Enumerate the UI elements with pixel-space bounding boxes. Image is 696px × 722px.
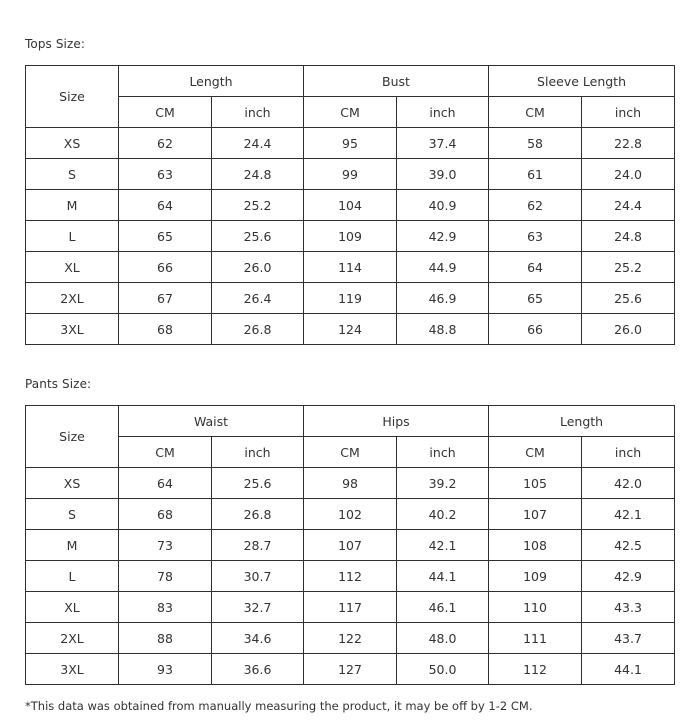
table-row: [26, 623, 675, 654]
measurement-cell: 22.8: [582, 128, 675, 159]
group-header-sleeve-length: Sleeve Length: [489, 66, 675, 97]
measurement-cell: 42.1: [582, 499, 675, 530]
unit-header: inch: [582, 437, 675, 468]
measurement-cell: 36.6: [212, 654, 304, 685]
measurement-cell: 62: [119, 128, 212, 159]
measurement-cell: 43.3: [582, 592, 675, 623]
measurement-cell: 24.8: [212, 159, 304, 190]
size-label-cell: S: [26, 159, 119, 190]
tops-table-body: [26, 66, 675, 345]
measurement-cell: 119: [304, 283, 397, 314]
measurement-cell: 26.4: [212, 283, 304, 314]
measurement-cell: 93: [119, 654, 212, 685]
pants-size-title: Pants Size:: [25, 377, 92, 391]
group-header-length: Length: [489, 406, 675, 437]
measurement-cell: 42.9: [397, 221, 489, 252]
measurement-cell: 67: [119, 283, 212, 314]
measurement-cell: 24.0: [582, 159, 675, 190]
measurement-cell: 30.7: [212, 561, 304, 592]
measurement-cell: 39.2: [397, 468, 489, 499]
measurement-cell: 24.4: [212, 128, 304, 159]
measurement-cell: 43.7: [582, 623, 675, 654]
measurement-cell: 34.6: [212, 623, 304, 654]
measurement-cell: 114: [304, 252, 397, 283]
measurement-cell: 50.0: [397, 654, 489, 685]
measurement-cell: 26.8: [212, 499, 304, 530]
measurement-cell: 64: [489, 252, 582, 283]
size-label-cell: XS: [26, 468, 119, 499]
measurement-cell: 46.9: [397, 283, 489, 314]
pants-size-table: [25, 405, 675, 685]
measurement-cell: 64: [119, 190, 212, 221]
group-header-bust: Bust: [304, 66, 489, 97]
measurement-cell: 66: [119, 252, 212, 283]
measurement-cell: 42.9: [582, 561, 675, 592]
size-label-cell: 2XL: [26, 283, 119, 314]
measurement-cell: 25.6: [582, 283, 675, 314]
table-row: [26, 128, 675, 159]
size-label-cell: 3XL: [26, 314, 119, 345]
table-row: [26, 283, 675, 314]
measurement-cell: 62: [489, 190, 582, 221]
measurement-cell: 61: [489, 159, 582, 190]
measurement-cell: 99: [304, 159, 397, 190]
table-row: [26, 592, 675, 623]
measurement-cell: 42.0: [582, 468, 675, 499]
measurement-cell: 112: [304, 561, 397, 592]
measurement-cell: 24.8: [582, 221, 675, 252]
measurement-cell: 124: [304, 314, 397, 345]
measurement-cell: 28.7: [212, 530, 304, 561]
unit-header: CM: [489, 97, 582, 128]
table-row: [26, 654, 675, 685]
measurement-cell: 107: [304, 530, 397, 561]
measurement-cell: 44.1: [582, 654, 675, 685]
measurement-cell: 110: [489, 592, 582, 623]
measurement-cell: 42.1: [397, 530, 489, 561]
measurement-cell: 83: [119, 592, 212, 623]
measurement-cell: 73: [119, 530, 212, 561]
size-label-cell: L: [26, 221, 119, 252]
measurement-cell: 109: [489, 561, 582, 592]
measurement-cell: 104: [304, 190, 397, 221]
measurement-cell: 63: [489, 221, 582, 252]
measurement-cell: 40.9: [397, 190, 489, 221]
size-label-cell: M: [26, 190, 119, 221]
table-row: [26, 499, 675, 530]
size-label-cell: M: [26, 530, 119, 561]
measurement-cell: 40.2: [397, 499, 489, 530]
measurement-cell: 39.0: [397, 159, 489, 190]
measurement-cell: 37.4: [397, 128, 489, 159]
group-header-hips: Hips: [304, 406, 489, 437]
pants-unit-row: [26, 437, 675, 468]
unit-header: inch: [212, 437, 304, 468]
tops-size-table: [25, 65, 675, 345]
measurement-cell: 65: [119, 221, 212, 252]
size-label-cell: XL: [26, 592, 119, 623]
measurement-cell: 25.2: [212, 190, 304, 221]
measurement-cell: 78: [119, 561, 212, 592]
measurement-cell: 107: [489, 499, 582, 530]
table-row: [26, 468, 675, 499]
unit-header: CM: [119, 97, 212, 128]
table-row: [26, 561, 675, 592]
measurement-cell: 65: [489, 283, 582, 314]
measurement-cell: 109: [304, 221, 397, 252]
pants-header-row: [26, 406, 675, 437]
table-row: [26, 159, 675, 190]
size-label-cell: 2XL: [26, 623, 119, 654]
tops-unit-row: [26, 97, 675, 128]
measurement-cell: 26.0: [582, 314, 675, 345]
measurement-cell: 48.0: [397, 623, 489, 654]
unit-header: CM: [119, 437, 212, 468]
measurement-cell: 58: [489, 128, 582, 159]
unit-header: CM: [489, 437, 582, 468]
table-row: [26, 190, 675, 221]
measurement-cell: 26.8: [212, 314, 304, 345]
measurement-cell: 25.2: [582, 252, 675, 283]
size-label-cell: 3XL: [26, 654, 119, 685]
unit-header: inch: [397, 437, 489, 468]
measurement-cell: 64: [119, 468, 212, 499]
measurement-cell: 42.5: [582, 530, 675, 561]
measurement-cell: 25.6: [212, 221, 304, 252]
table-row: [26, 252, 675, 283]
measurement-cell: 32.7: [212, 592, 304, 623]
unit-header: CM: [304, 437, 397, 468]
measurement-cell: 112: [489, 654, 582, 685]
measurement-cell: 88: [119, 623, 212, 654]
measurement-cell: 102: [304, 499, 397, 530]
unit-header: inch: [212, 97, 304, 128]
pants-table-body: [26, 406, 675, 685]
size-label-cell: L: [26, 561, 119, 592]
measurement-cell: 24.4: [582, 190, 675, 221]
size-label-cell: XS: [26, 128, 119, 159]
measurement-cell: 44.1: [397, 561, 489, 592]
measurement-cell: 111: [489, 623, 582, 654]
measurement-cell: 95: [304, 128, 397, 159]
measurement-cell: 127: [304, 654, 397, 685]
measurement-cell: 25.6: [212, 468, 304, 499]
unit-header: inch: [582, 97, 675, 128]
measurement-cell: 117: [304, 592, 397, 623]
size-column-header: Size: [26, 406, 119, 468]
measurement-cell: 68: [119, 499, 212, 530]
unit-header: CM: [304, 97, 397, 128]
measurement-cell: 26.0: [212, 252, 304, 283]
measurement-cell: 63: [119, 159, 212, 190]
measurement-cell: 98: [304, 468, 397, 499]
measurement-cell: 122: [304, 623, 397, 654]
measurement-cell: 48.8: [397, 314, 489, 345]
measurement-cell: 46.1: [397, 592, 489, 623]
tops-size-title: Tops Size:: [25, 37, 85, 51]
measurement-cell: 68: [119, 314, 212, 345]
size-label-cell: XL: [26, 252, 119, 283]
measurement-cell: 44.9: [397, 252, 489, 283]
size-column-header: Size: [26, 66, 119, 128]
size-label-cell: S: [26, 499, 119, 530]
group-header-waist: Waist: [119, 406, 304, 437]
table-row: [26, 530, 675, 561]
measurement-cell: 66: [489, 314, 582, 345]
table-row: [26, 314, 675, 345]
measurement-cell: 108: [489, 530, 582, 561]
measurement-cell: 105: [489, 468, 582, 499]
unit-header: inch: [397, 97, 489, 128]
measurement-footnote: *This data was obtained from manually measuring the product, it may be off by 1-2 CM.: [25, 699, 533, 713]
table-row: [26, 221, 675, 252]
tops-header-row: [26, 66, 675, 97]
group-header-length: Length: [119, 66, 304, 97]
